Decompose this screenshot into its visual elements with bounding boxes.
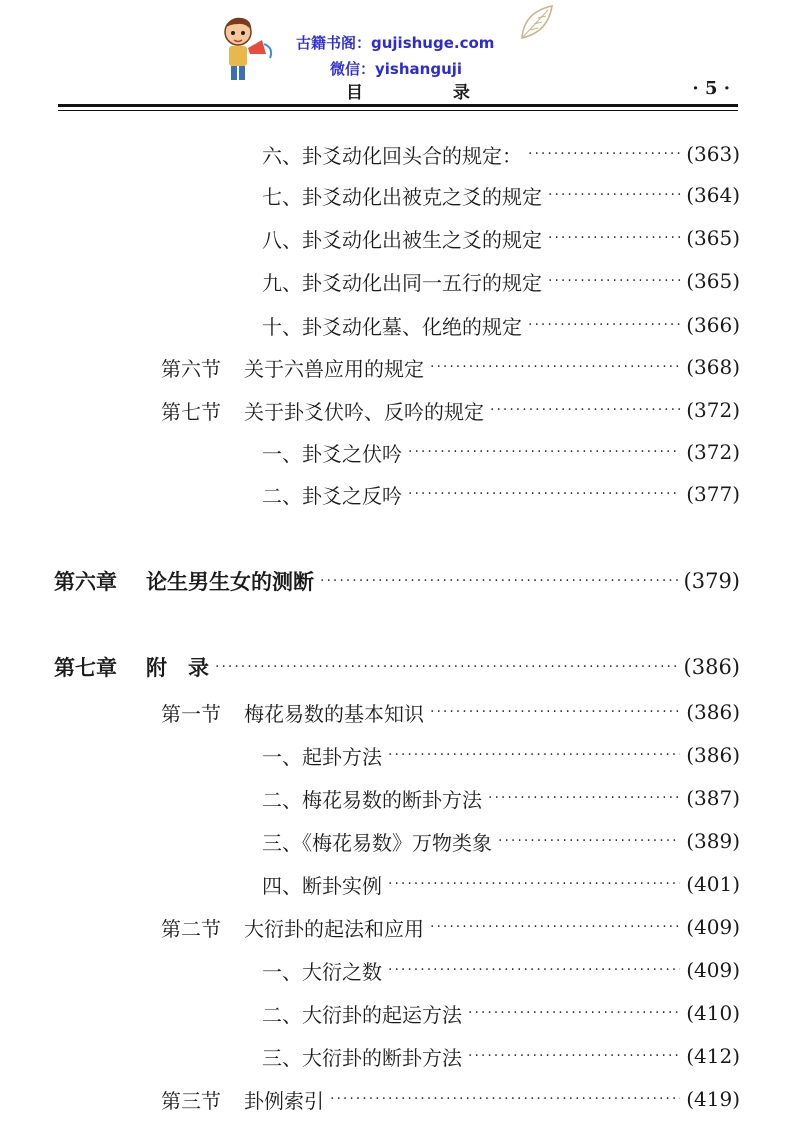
toc-leader-dots (430, 360, 680, 374)
toc-entry-row (262, 783, 740, 813)
toc-chapter-number: 第六章 (54, 569, 117, 594)
toc-entry-title: 二、梅花易数的断卦方法 (262, 787, 482, 812)
toc-entry-title: 四、断卦实例 (262, 873, 382, 898)
toc-page-number: (386) (686, 700, 740, 724)
toc-entry-row (262, 180, 740, 210)
toc-entry-title: 关于卦爻伏吟、反吟的规定 (244, 399, 484, 424)
toc-entry-row (262, 826, 740, 856)
toc-entry-title: 一、大衍之数 (262, 959, 382, 984)
toc-page-number: (410) (686, 1001, 740, 1025)
toc-entry-title: 八、卦爻动化出被生之爻的规定 (262, 227, 542, 252)
toc-entry-row (262, 998, 740, 1028)
toc-page-number: (366) (686, 313, 740, 337)
toc-entry-title: 大衍卦的起法和应用 (244, 916, 424, 941)
toc-page-number: (401) (686, 872, 740, 896)
toc-entry-row (262, 955, 740, 985)
toc-entry-title: 二、大衍卦的起运方法 (262, 1002, 462, 1027)
leaf-icon (518, 2, 556, 42)
toc-entry-row (262, 869, 740, 899)
toc-entry-title: 七、卦爻动化出被克之爻的规定 (262, 184, 542, 209)
toc-page-number: (364) (686, 183, 740, 207)
toc-section-row (161, 395, 740, 425)
toc-entry-row (262, 266, 740, 296)
toc-section-number: 第二节 (161, 916, 221, 941)
toc-page-number: (386) (686, 743, 740, 767)
toc-section-row (161, 1084, 740, 1114)
cartoon-figure-icon (212, 14, 282, 86)
toc-entry-title: 三、大衍卦的断卦方法 (262, 1045, 462, 1070)
toc-section-row (161, 912, 740, 942)
toc-leader-dots (488, 791, 680, 805)
toc-entry-row (262, 1041, 740, 1071)
toc-chapter-row (54, 652, 740, 682)
toc-entry-title: 一、起卦方法 (262, 744, 382, 769)
toc-entry-title: 九、卦爻动化出同一五行的规定 (262, 270, 542, 295)
header-rule-thin (58, 110, 738, 111)
toc-leader-dots (468, 1049, 680, 1063)
toc-leader-dots (320, 574, 678, 588)
toc-leader-dots (408, 445, 680, 459)
toc-leader-dots (430, 920, 680, 934)
toc-entry-title: 十、卦爻动化墓、化绝的规定 (262, 314, 522, 339)
toc-leader-dots (330, 1092, 680, 1106)
toc-entry-title: 二、卦爻之反吟 (262, 483, 402, 508)
toc-section-row (161, 697, 740, 727)
toc-page-number: (386) (683, 655, 740, 679)
watermark-site-text: 古籍书阁：gujishuge.com (296, 34, 495, 52)
toc-leader-dots (548, 274, 680, 288)
toc-page-number: (419) (686, 1087, 740, 1111)
toc-entry-title: 卦例索引 (244, 1088, 324, 1113)
toc-page-number: (412) (686, 1044, 740, 1068)
toc-entry-row (262, 310, 740, 340)
toc-leader-dots (548, 188, 680, 202)
header-page-number: · 5 · (692, 78, 730, 99)
toc-page-number: (409) (686, 915, 740, 939)
toc-leader-dots (548, 231, 680, 245)
toc-entry-title: 关于六兽应用的规定 (244, 356, 424, 381)
toc-page-number: (368) (686, 355, 740, 379)
watermark-wechat-text: 微信：yishanguji (330, 60, 463, 78)
toc-entry-title: 论生男生女的测断 (146, 569, 314, 594)
toc-leader-dots (528, 318, 680, 332)
toc-entry-title: 六、卦爻动化回头合的规定： (262, 143, 522, 168)
toc-entry-title: 一、卦爻之伏吟 (262, 441, 402, 466)
toc-leader-dots (528, 147, 680, 161)
toc-page-number: (365) (686, 226, 740, 250)
toc-entry-title: 三、《梅花易数》万物类象 (262, 830, 492, 855)
toc-chapter-number: 第七章 (54, 655, 117, 680)
toc-page-number: (372) (686, 398, 740, 422)
toc-page-number: (372) (686, 440, 740, 464)
toc-section-number: 第三节 (161, 1088, 221, 1113)
toc-leader-dots (498, 834, 680, 848)
toc-entry-title: 附 录 (146, 655, 209, 680)
toc-section-number: 第七节 (161, 399, 221, 424)
toc-page-number: (363) (686, 142, 740, 166)
toc-leader-dots (215, 660, 678, 674)
toc-section-number: 第六节 (161, 356, 221, 381)
toc-page-number: (365) (686, 269, 740, 293)
header-title: 目 录 (346, 83, 512, 103)
toc-section-number: 第一节 (161, 701, 221, 726)
toc-entry-row (262, 223, 740, 253)
toc-entry-row (262, 740, 740, 770)
toc-page-number: (379) (683, 569, 740, 593)
toc-page-number: (377) (686, 482, 740, 506)
toc-page-number: (409) (686, 958, 740, 982)
toc-entry-row (262, 437, 740, 467)
toc-leader-dots (430, 705, 680, 719)
toc-leader-dots (468, 1006, 680, 1020)
toc-entry-title: 梅花易数的基本知识 (244, 701, 424, 726)
header-rule-thick (58, 104, 738, 107)
toc-entry-row (262, 479, 740, 509)
toc-page-number: (389) (686, 829, 740, 853)
toc-page-number: (387) (686, 786, 740, 810)
toc-leader-dots (388, 877, 680, 891)
toc-leader-dots (490, 403, 680, 417)
toc-leader-dots (388, 963, 680, 977)
toc-section-row (161, 352, 740, 382)
toc-leader-dots (408, 487, 680, 501)
toc-chapter-row (54, 566, 740, 596)
toc-leader-dots (388, 748, 680, 762)
toc-entry-row (262, 139, 740, 169)
